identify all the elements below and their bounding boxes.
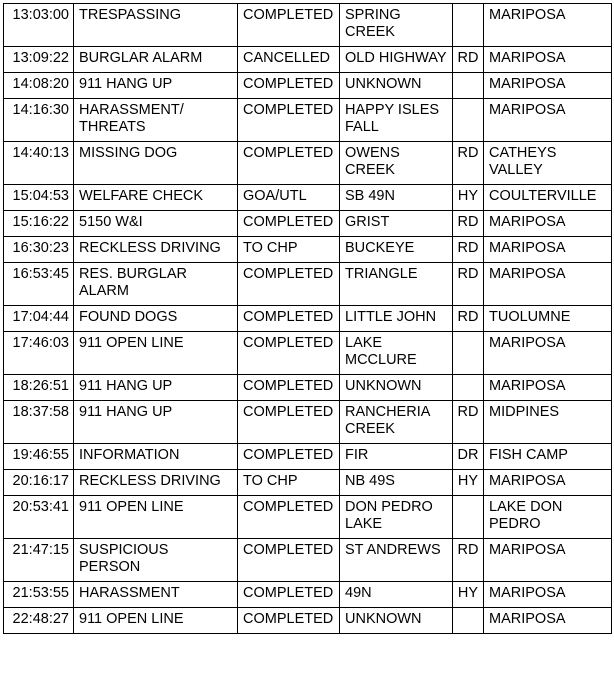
- cell-street: OWENS CREEK: [340, 142, 453, 185]
- cell-city: MARIPOSA: [484, 47, 612, 73]
- cell-street-suffix: [453, 73, 484, 99]
- cell-call-type: WELFARE CHECK: [74, 185, 238, 211]
- cell-status: TO CHP: [238, 237, 340, 263]
- cell-status: COMPLETED: [238, 142, 340, 185]
- cell-street: GRIST: [340, 211, 453, 237]
- cell-city: MARIPOSA: [484, 470, 612, 496]
- cell-call-type: 911 HANG UP: [74, 73, 238, 99]
- table-row: [4, 237, 612, 263]
- cell-status: COMPLETED: [238, 608, 340, 634]
- cell-call-type: 911 OPEN LINE: [74, 332, 238, 375]
- cell-city: MARIPOSA: [484, 237, 612, 263]
- cell-street: ST ANDREWS: [340, 539, 453, 582]
- cell-street: UNKNOWN: [340, 375, 453, 401]
- table-row: [4, 582, 612, 608]
- cell-street: OLD HIGHWAY: [340, 47, 453, 73]
- cell-city: MARIPOSA: [484, 375, 612, 401]
- cell-status: COMPLETED: [238, 401, 340, 444]
- table-row: [4, 47, 612, 73]
- cell-status: COMPLETED: [238, 332, 340, 375]
- cell-time: 14:16:30: [4, 99, 74, 142]
- cell-street-suffix: RD: [453, 211, 484, 237]
- cell-call-type: 911 OPEN LINE: [74, 496, 238, 539]
- cell-street: HAPPY ISLES FALL: [340, 99, 453, 142]
- cell-call-type: HARASSMENT: [74, 582, 238, 608]
- cell-street-suffix: [453, 332, 484, 375]
- cell-street-suffix: RD: [453, 306, 484, 332]
- cell-call-type: INFORMATION: [74, 444, 238, 470]
- cell-street: SB 49N: [340, 185, 453, 211]
- cell-time: 18:26:51: [4, 375, 74, 401]
- table-row: [4, 99, 612, 142]
- cell-call-type: RECKLESS DRIVING: [74, 237, 238, 263]
- table-row: [4, 539, 612, 582]
- cell-street-suffix: HY: [453, 470, 484, 496]
- cell-city: MIDPINES: [484, 401, 612, 444]
- cell-time: 17:46:03: [4, 332, 74, 375]
- cell-street-suffix: RD: [453, 142, 484, 185]
- cell-time: 21:47:15: [4, 539, 74, 582]
- cell-street-suffix: RD: [453, 237, 484, 263]
- cell-status: COMPLETED: [238, 99, 340, 142]
- table-row: [4, 444, 612, 470]
- cell-street: NB 49S: [340, 470, 453, 496]
- cell-street-suffix: HY: [453, 185, 484, 211]
- cell-city: CATHEYS VALLEY: [484, 142, 612, 185]
- table-row: [4, 142, 612, 185]
- table-row: [4, 306, 612, 332]
- cell-status: COMPLETED: [238, 4, 340, 47]
- cell-time: 14:08:20: [4, 73, 74, 99]
- cell-time: 15:16:22: [4, 211, 74, 237]
- table-row: [4, 470, 612, 496]
- table-row: [4, 211, 612, 237]
- cell-call-type: TRESPASSING: [74, 4, 238, 47]
- cell-time: 22:48:27: [4, 608, 74, 634]
- cell-time: 14:40:13: [4, 142, 74, 185]
- table-row: [4, 73, 612, 99]
- cell-city: COULTERVILLE: [484, 185, 612, 211]
- cell-status: COMPLETED: [238, 539, 340, 582]
- table-row: [4, 332, 612, 375]
- cell-street: LITTLE JOHN: [340, 306, 453, 332]
- cell-call-type: BURGLAR ALARM: [74, 47, 238, 73]
- cell-call-type: MISSING DOG: [74, 142, 238, 185]
- cell-city: TUOLUMNE: [484, 306, 612, 332]
- cell-street: FIR: [340, 444, 453, 470]
- cell-time: 21:53:55: [4, 582, 74, 608]
- cell-city: MARIPOSA: [484, 73, 612, 99]
- cell-call-type: FOUND DOGS: [74, 306, 238, 332]
- cell-time: 18:37:58: [4, 401, 74, 444]
- cell-call-type: 5150 W&I: [74, 211, 238, 237]
- cell-city: MARIPOSA: [484, 582, 612, 608]
- cell-street: DON PEDRO LAKE: [340, 496, 453, 539]
- cell-city: MARIPOSA: [484, 211, 612, 237]
- incident-log-table: [3, 3, 612, 634]
- cell-time: 15:04:53: [4, 185, 74, 211]
- table-row: [4, 401, 612, 444]
- cell-city: MARIPOSA: [484, 263, 612, 306]
- cell-street: RANCHERIA CREEK: [340, 401, 453, 444]
- cell-status: COMPLETED: [238, 211, 340, 237]
- cell-street: 49N: [340, 582, 453, 608]
- cell-city: FISH CAMP: [484, 444, 612, 470]
- table-row: [4, 608, 612, 634]
- cell-city: MARIPOSA: [484, 608, 612, 634]
- cell-time: 16:53:45: [4, 263, 74, 306]
- cell-call-type: 911 OPEN LINE: [74, 608, 238, 634]
- cell-city: MARIPOSA: [484, 99, 612, 142]
- cell-call-type: 911 HANG UP: [74, 401, 238, 444]
- table-row: [4, 4, 612, 47]
- cell-call-type: HARASSMENT/ THREATS: [74, 99, 238, 142]
- cell-status: COMPLETED: [238, 263, 340, 306]
- cell-time: 16:30:23: [4, 237, 74, 263]
- cell-status: COMPLETED: [238, 73, 340, 99]
- cell-street-suffix: HY: [453, 582, 484, 608]
- cell-street-suffix: RD: [453, 539, 484, 582]
- cell-street: TRIANGLE: [340, 263, 453, 306]
- cell-status: COMPLETED: [238, 582, 340, 608]
- cell-time: 19:46:55: [4, 444, 74, 470]
- cell-street: SPRING CREEK: [340, 4, 453, 47]
- cell-city: MARIPOSA: [484, 332, 612, 375]
- cell-city: MARIPOSA: [484, 539, 612, 582]
- cell-time: 13:03:00: [4, 4, 74, 47]
- cell-street-suffix: [453, 4, 484, 47]
- cell-street-suffix: RD: [453, 401, 484, 444]
- cell-time: 20:53:41: [4, 496, 74, 539]
- cell-street: UNKNOWN: [340, 608, 453, 634]
- cell-street: LAKE MCCLURE: [340, 332, 453, 375]
- cell-call-type: SUSPICIOUS PERSON: [74, 539, 238, 582]
- cell-status: TO CHP: [238, 470, 340, 496]
- cell-city: LAKE DON PEDRO: [484, 496, 612, 539]
- table-row: [4, 185, 612, 211]
- cell-street-suffix: [453, 496, 484, 539]
- cell-street-suffix: DR: [453, 444, 484, 470]
- cell-time: 20:16:17: [4, 470, 74, 496]
- cell-status: COMPLETED: [238, 496, 340, 539]
- cell-call-type: RECKLESS DRIVING: [74, 470, 238, 496]
- cell-street-suffix: RD: [453, 263, 484, 306]
- cell-street: UNKNOWN: [340, 73, 453, 99]
- cell-street-suffix: [453, 375, 484, 401]
- cell-city: MARIPOSA: [484, 4, 612, 47]
- cell-street-suffix: [453, 608, 484, 634]
- table-row: [4, 263, 612, 306]
- incident-log-body: [4, 4, 612, 634]
- cell-status: GOA/UTL: [238, 185, 340, 211]
- cell-status: COMPLETED: [238, 306, 340, 332]
- cell-status: COMPLETED: [238, 444, 340, 470]
- cell-time: 17:04:44: [4, 306, 74, 332]
- table-row: [4, 375, 612, 401]
- table-row: [4, 496, 612, 539]
- cell-time: 13:09:22: [4, 47, 74, 73]
- cell-status: CANCELLED: [238, 47, 340, 73]
- cell-status: COMPLETED: [238, 375, 340, 401]
- cell-call-type: RES. BURGLAR ALARM: [74, 263, 238, 306]
- cell-street-suffix: [453, 99, 484, 142]
- cell-street: BUCKEYE: [340, 237, 453, 263]
- cell-call-type: 911 HANG UP: [74, 375, 238, 401]
- cell-street-suffix: RD: [453, 47, 484, 73]
